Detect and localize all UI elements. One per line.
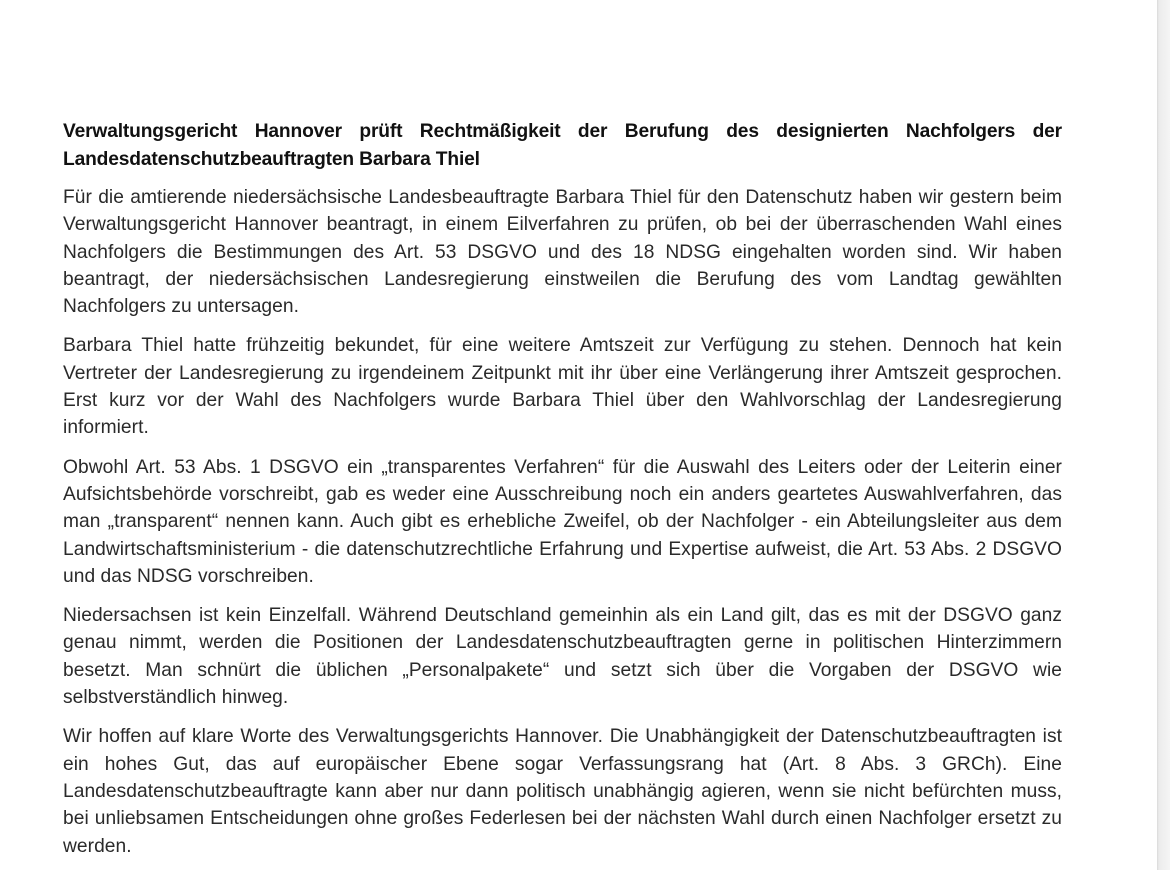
article-paragraph-4: Niedersachsen ist kein Einzelfall. Während Deutschland gemeinhin als ein Land gilt, das es mit der DSGVO ganz genau nimmt, werden die Positionen der Landesdatenschutzbeauftragten gerne in politischen Hinterzimmern besetzt. Man schnürt die üblichen „Personalpakete“ und setzt sich über die Vorgaben der DSGVO wie selbstverständlich hinweg. <box>63 605 1062 709</box>
article-paragraph-1: Für die amtierende niedersächsische Landesbeauftragte Barbara Thiel für den Datenschutz haben wir gestern beim Verwaltungsgericht Hannover beantragt, in einem Eilverfahren zu prüfen, ob bei der überraschenden Wahl eines Nachfolgers die Bestimmungen des Art. 53 DSGVO und des 18 NDSG eingehalten worden sind. Wir haben beantragt, der niedersächsischen Landesregierung einstweilen die Berufung des vom Landtag gewählten Nachfolgers zu untersagen. <box>63 187 1062 318</box>
article-paragraph-5: Wir hoffen auf klare Worte des Verwaltungsgerichts Hannover. Die Unabhängigkeit der Datenschutzbeauftragten ist ein hohes Gut, das auf europäischer Ebene sogar Verfassungsrang hat (Art. 8 Abs. 3 GRCh). Eine Landesdatenschutzbeauftragte kann aber nur dann politisch unabhängig agieren, wenn sie nicht befürchten muss, bei unliebsamen Entscheidungen ohne großes Federlesen bei der nächsten Wahl durch einen Nachfolger ersetzt zu werden. <box>63 726 1062 857</box>
article-paragraph-3: Obwohl Art. 53 Abs. 1 DSGVO ein „transparentes Verfahren“ für die Auswahl des Leiters oder der Leiterin einer Aufsichtsbehörde vorschreibt, gab es weder eine Ausschreibung noch ein anders geartetes Auswahlverfahren, das man „transparent“ nennen kann. Auch gibt es erhebliche Zweifel, ob der Nachfolger - ein Abteilungsleiter aus dem Landwirtschaftsministerium - die datenschutzrechtliche Erfahrung und Expertise aufweist, die Art. 53 Abs. 2 DSGVO und das NDSG vorschreiben. <box>63 456 1062 587</box>
article-headline: Verwaltungsgericht Hannover prüft Rechtmäßigkeit der Berufung des designierten Nachfolgers der Landesdatenschutzbeauftragten Barbara Thiel <box>63 121 1062 170</box>
article-paragraph-2: Barbara Thiel hatte frühzeitig bekundet, für eine weitere Amtszeit zur Verfügung zu stehen. Dennoch hat kein Vertreter der Landesregierung zu irgendeinem Zeitpunkt mit ihr über eine Verlängerung ihrer Amtszeit gesprochen. Erst kurz vor der Wahl des Nachfolgers wurde Barbara Thiel über den Wahlvorschlag der Landesregierung informiert. <box>63 335 1062 439</box>
page-edge-shadow <box>1157 0 1170 870</box>
article <box>63 118 1062 870</box>
